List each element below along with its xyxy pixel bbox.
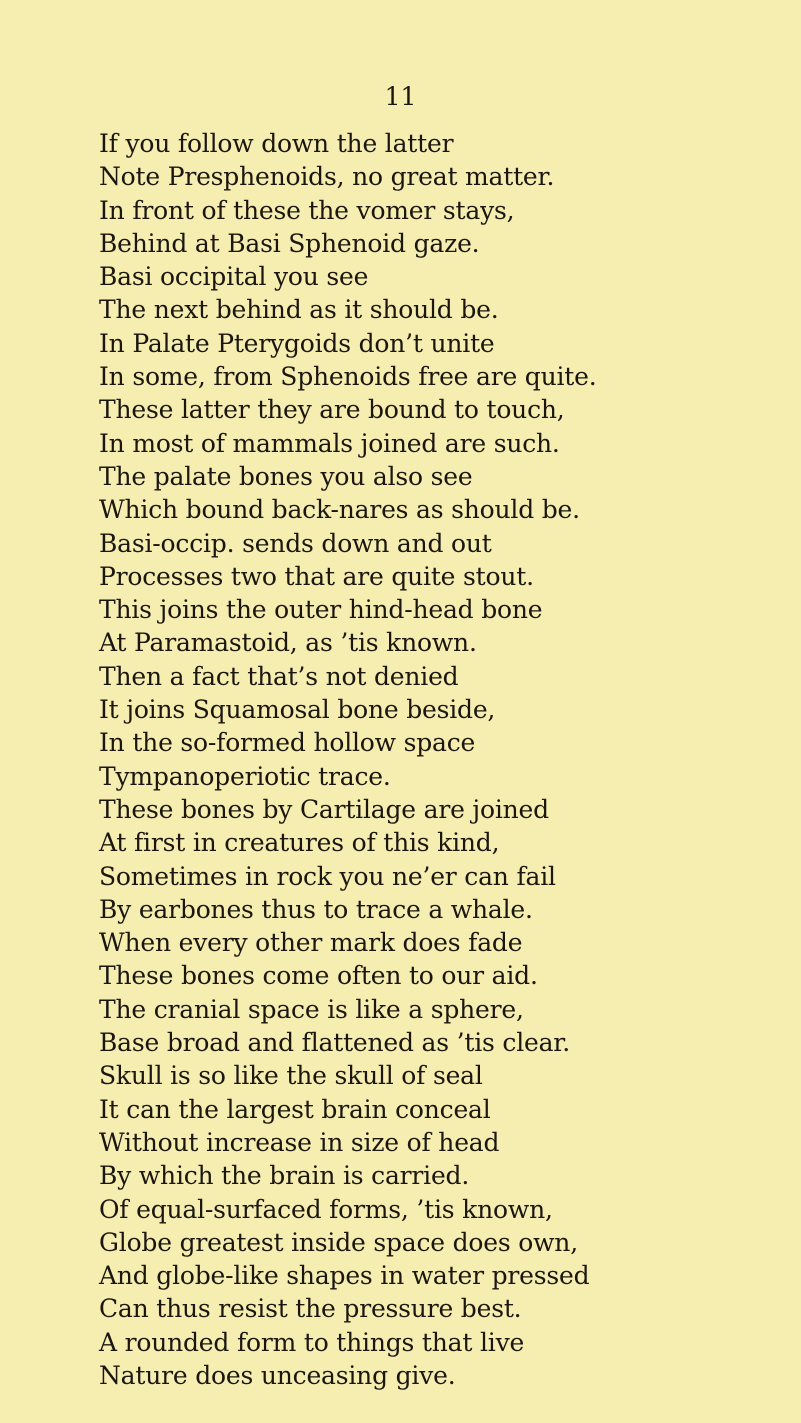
poem-line: The palate bones you also see <box>99 461 473 491</box>
poem-line: These bones by Cartilage are joined <box>99 794 549 824</box>
page-number: 11 <box>384 82 417 111</box>
poem-line: In most of mammals joined are such. <box>99 428 560 458</box>
poem-line: At Paramastoid, as ’tis known. <box>99 628 477 658</box>
poem-line: If you follow down the latter <box>99 129 454 158</box>
poem-line: In front of these the vomer stays, <box>99 195 515 225</box>
poem-line: Of equal-surfaced forms, ’tis known, <box>99 1194 553 1224</box>
poem-line: By earbones thus to trace a whale. <box>99 894 533 924</box>
poem-line: Processes two that are quite stout. <box>99 561 534 591</box>
poem-line: When every other mark does fade <box>99 928 523 958</box>
poem-line: Without increase in size of head <box>99 1127 500 1157</box>
poem-line: This joins the outer hind-head bone <box>99 595 543 625</box>
poem-line: It joins Squamosal bone beside, <box>99 695 496 725</box>
poem-line: Basi occipital you see <box>99 262 369 292</box>
poem-line: The cranial space is like a sphere, <box>99 994 524 1024</box>
poem-line: Globe greatest inside space does own, <box>99 1227 578 1257</box>
poem-line: In some, from Sphenoids free are quite. <box>99 362 597 392</box>
poem-line: Nature does unceasing give. <box>99 1360 456 1390</box>
poem-line: Note Presphenoids, no great matter. <box>99 162 555 192</box>
poem-line: In Palate Pterygoids don’t unite <box>99 328 495 358</box>
poem-line: In the so-formed hollow space <box>99 728 476 758</box>
poem-line: It can the largest brain conceal <box>99 1094 491 1124</box>
poem-line: These bones come often to our aid. <box>99 961 538 991</box>
poem-line: By which the brain is carried. <box>99 1161 470 1191</box>
poem-line: Then a fact that’s not denied <box>99 661 459 691</box>
poem-line: Basi-occip. sends down and out <box>99 528 492 558</box>
poem-line: And globe-like shapes in water pressed <box>99 1261 590 1291</box>
poem-line: Skull is so like the skull of seal <box>99 1061 483 1091</box>
poem-line: At first in creatures of this kind, <box>99 828 500 858</box>
poem-line: These latter they are bound to touch, <box>99 395 565 425</box>
poem-line: Base broad and flattened as ’tis clear. <box>99 1028 571 1058</box>
poem-line: Sometimes in rock you ne’er can fail <box>99 861 556 891</box>
poem-line: Which bound back-nares as should be. <box>99 495 580 525</box>
poem-line: Can thus resist the pressure best. <box>99 1294 522 1324</box>
poem-text <box>99 127 789 1392</box>
poem-line: A rounded form to things that live <box>99 1327 525 1357</box>
poem-line: Tympanoperiotic trace. <box>99 761 391 791</box>
poem-line: Behind at Basi Sphenoid gaze. <box>99 228 480 258</box>
poem-line: The next behind as it should be. <box>99 295 499 325</box>
